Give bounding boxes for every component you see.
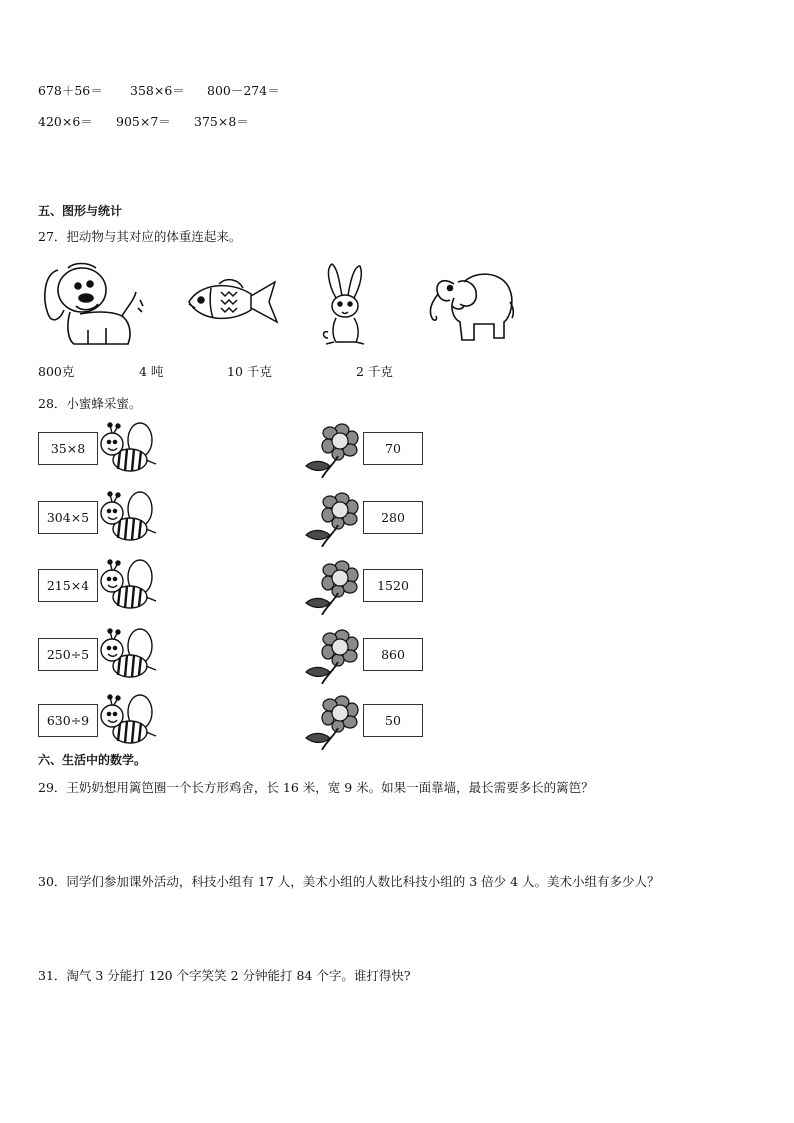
calc-item: 800－274＝ <box>207 83 280 98</box>
calc-item: 375×8＝ <box>194 114 249 129</box>
weight-label: 4 吨 <box>139 364 164 379</box>
bee-expression-box <box>38 432 98 465</box>
bee-icon <box>100 557 158 615</box>
bee-icon <box>100 420 158 478</box>
section-title: 五、图形与统计 <box>38 204 123 218</box>
question-28: 28．小蜜蜂采蜜。 <box>38 396 142 411</box>
bee-expression-box <box>38 638 98 671</box>
bee-icon <box>100 489 158 547</box>
bee-expression-box <box>38 501 98 534</box>
flower-icon <box>304 422 360 478</box>
flower-value: 50 <box>385 713 401 728</box>
flower-value-box <box>363 501 423 534</box>
rabbit-icon <box>318 262 374 348</box>
flower-icon <box>304 559 360 615</box>
bee-icon <box>100 692 158 750</box>
flower-value-box <box>363 569 423 602</box>
flower-value-box <box>363 432 423 465</box>
fish-icon <box>185 278 280 328</box>
flower-value: 1520 <box>377 578 409 593</box>
flower-value: 70 <box>385 441 401 456</box>
bee-expression: 35×8 <box>50 441 86 456</box>
question-29: 29．王奶奶想用篱笆圈一个长方形鸡舍，长 16 米，宽 9 米。如果一面靠墙，最长需要多长的篱笆？ <box>38 780 594 795</box>
question-31: 31．淘气 3 分能打 120 个字笑笑 2 分钟能打 84 个字。谁打得快? <box>38 968 411 983</box>
bee-expression: 250÷5 <box>46 647 90 662</box>
flower-value: 860 <box>381 647 405 662</box>
section-title: 六、生活中的数学。 <box>38 753 147 767</box>
question-30: 30．同学们参加课外活动，科技小组有 17 人，美术小组的人数比科技小组的 3 倍少 4 人。美术小组有多少人？ <box>38 874 660 889</box>
calc-item: 905×7＝ <box>116 114 171 129</box>
weight-label: 2 千克 <box>356 364 393 379</box>
bee-expression: 215×4 <box>46 578 90 593</box>
flower-value-box <box>363 638 423 671</box>
bee-icon <box>100 626 158 684</box>
bee-expression-box <box>38 569 98 602</box>
bee-expression: 630÷9 <box>46 713 90 728</box>
calc-item: 678＋56＝ <box>38 83 103 98</box>
calc-item: 358×6＝ <box>130 83 185 98</box>
weight-label: 10 千克 <box>227 364 272 379</box>
bee-expression: 304×5 <box>46 510 90 525</box>
flower-icon <box>304 628 360 684</box>
dog-icon <box>40 260 145 348</box>
question-27: 27．把动物与其对应的体重连起来。 <box>38 229 242 244</box>
bee-expression-box <box>38 704 98 737</box>
calc-item: 420×6＝ <box>38 114 93 129</box>
flower-icon <box>304 491 360 547</box>
flower-icon <box>304 694 360 750</box>
flower-value: 280 <box>381 510 405 525</box>
weight-label: 800克 <box>38 364 75 379</box>
elephant-icon <box>424 262 516 344</box>
flower-value-box <box>363 704 423 737</box>
